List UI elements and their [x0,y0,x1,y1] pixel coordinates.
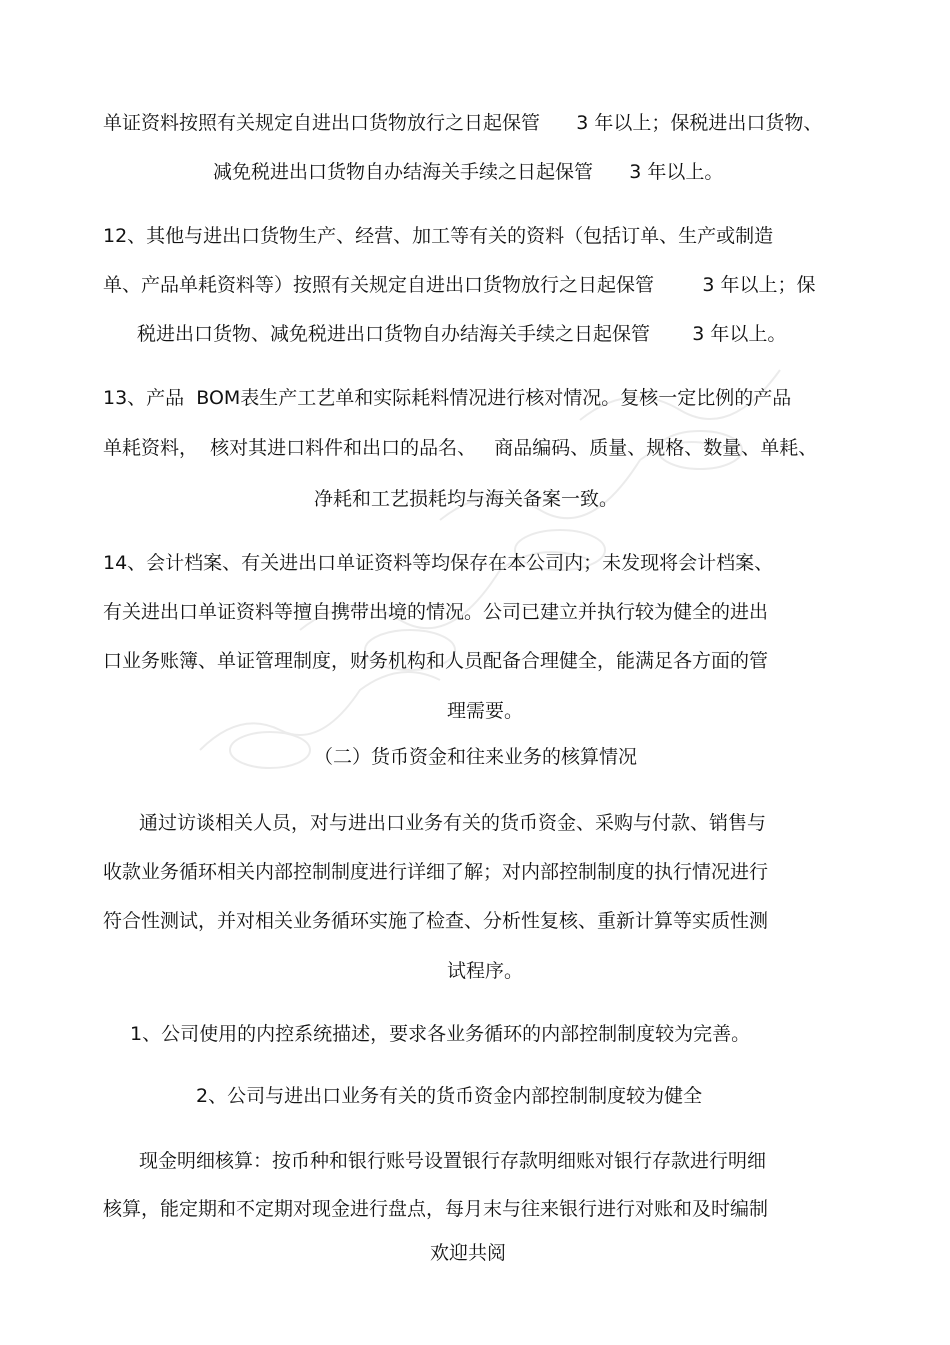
text-line: 净耗和工艺损耗均与海关备案一致。 [314,488,619,510]
text-line: 14、会计档案、有关进出口单证资料等均保存在本公司内；未发现将会计档案、 [103,552,774,574]
text-line: 现金明细核算：按币种和银行账号设置银行存款明细账对银行存款进行明细 [139,1150,767,1172]
text-line: 口业务账簿、单证管理制度，财务机构和人员配备合理健全，能满足各方面的管 [103,650,769,672]
text-line: 核算，能定期和不定期对现金进行盘点，每月末与往来银行进行对账和及时编制 [103,1198,769,1220]
text-line: 符合性测试，并对相关业务循环实施了检查、分析性复核、重新计算等实质性测 [103,910,769,932]
text-line: 12、其他与进出口货物生产、经营、加工等有关的资料（包括订单、生产或制造 [103,225,774,247]
text-line: 收款业务循环相关内部控制制度进行详细了解；对内部控制制度的执行情况进行 [103,861,769,883]
text-line: 单证资料按照有关规定自进出口货物放行之日起保管 3 年以上；保税进出口货物、 [103,112,823,134]
section-heading: （二）货币资金和往来业务的核算情况 [314,746,638,768]
text-line: 1、公司使用的内控系统描述，要求各业务循环的内部控制制度较为完善。 [130,1023,751,1045]
text-line: 有关进出口单证资料等擅自携带出境的情况。公司已建立并执行较为健全的进出 [103,601,769,623]
text-line: 单耗资料， 核对其进口料件和出口的品名、 商品编码、质量、规格、数量、单耗、 [103,437,818,459]
text-line: 试程序。 [447,960,524,982]
text-line: 减免税进出口货物自办结海关手续之日起保管 3 年以上。 [213,161,724,183]
text-line: 理需要。 [447,700,524,722]
text-line: 通过访谈相关人员，对与进出口业务有关的货币资金、采购与付款、销售与 [139,812,767,834]
text-line: 2、公司与进出口业务有关的货币资金内部控制制度较为健全 [196,1085,703,1107]
text-line: 税进出口货物、减免税进出口货物自办结海关手续之日起保管 3 年以上。 [137,323,787,345]
footer-text: 欢迎共阅 [430,1242,507,1264]
text-line: 单、产品单耗资料等）按照有关规定自进出口货物放行之日起保管 3 年以上；保 [103,274,816,296]
text-line: 13、产品 BOM表生产工艺单和实际耗料情况进行核对情况。复核一定比例的产品 [103,387,792,409]
